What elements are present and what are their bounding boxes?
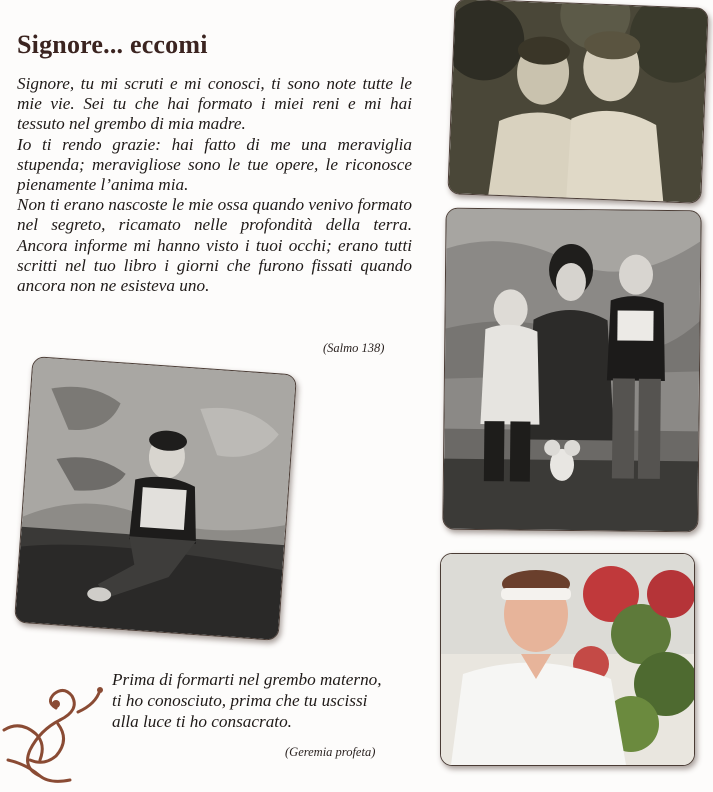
psalm-paragraph-1: Signore, tu mi scruti e mi conosci, ti sono note tutte le mie vie. Sei tu che hai formato i miei reni e mi hai tessuto nel grembo di mia madre. [17, 74, 412, 134]
psalm-paragraph-2: Io ti rendo grazie: hai fatto di me una meraviglia stupenda; meravigliose sono le tue opere, le riconosce pienamente l’anima mia. [17, 134, 412, 195]
psalm-text [17, 74, 412, 296]
page-title: Signore... eccomi [17, 30, 208, 59]
boy-with-accordion-photo [14, 356, 297, 641]
psalm-citation: (Salmo 138) [323, 341, 385, 355]
mother-with-children-photo [442, 208, 701, 533]
two-boys-sepia-photo [447, 0, 708, 204]
boy-color-portrait-photo [440, 553, 695, 766]
psalm-paragraph-3: Non ti erano nascoste le mie ossa quando venivo formato nel segreto, ricamato nelle profondità della terra. Ancora informe mi hanno visto i tuoi occhi; erano tutti scritti nel tuo libro i giorni che furono fissati quando ancora non ne esisteva uno. [17, 195, 412, 296]
jeremiah-text [112, 669, 412, 732]
jeremiah-citation: (Geremia profeta) [285, 745, 376, 759]
swirl-ornament-icon [0, 660, 110, 788]
jeremiah-line-1: Prima di formarti nel grembo materno, [112, 670, 382, 689]
jeremiah-line-3: alla luce ti ho consacrato. [112, 712, 292, 731]
jeremiah-line-2: ti ho conosciuto, prima che tu uscissi [112, 691, 368, 710]
